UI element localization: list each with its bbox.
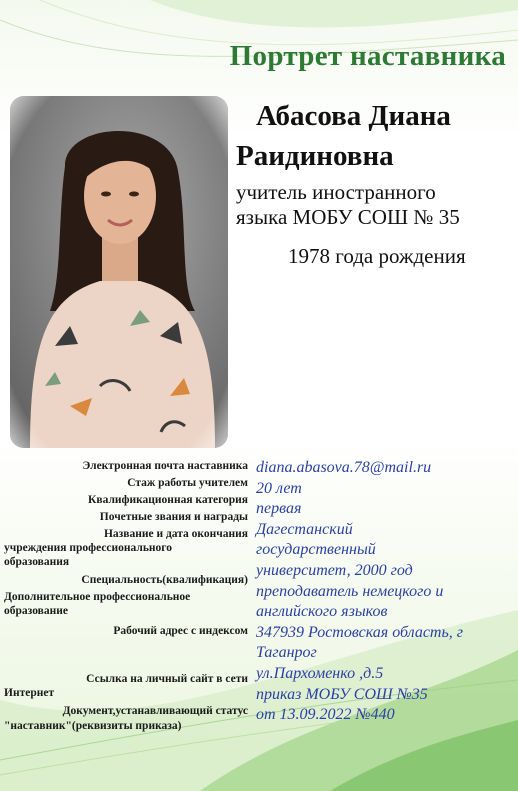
label-specialty: Специальность(квалификация) [81,574,248,586]
mentor-name [236,96,516,176]
position-line-2: языка МОБУ СОШ № 35 [236,205,460,229]
label-website-line-1: Ссылка на личный сайт в сети [86,673,248,685]
value-address-line-1: 347939 Ростовская область, г [256,623,463,641]
label-category: Квалификационная категория [88,494,248,506]
value-education-line-1: Дагестанский [256,520,353,538]
label-address: Рабочий адрес с индексом [113,625,248,637]
value-email[interactable]: diana.abasova.78@mail.ru [256,459,432,476]
label-education-line-1: Название и дата окончания [103,528,248,540]
position-line-1: учитель иностранного [236,180,436,204]
value-address-line-3: ул.Пархоменко ,д.5 [256,664,384,682]
page-title: Портрет наставника [229,40,506,72]
label-status-document-line-2: "наставник"(реквизиты приказа) [4,720,182,732]
mentor-patronymic: Раидиновна [236,140,394,172]
label-website-line-2: Интернет [4,687,55,699]
value-category: первая [256,500,302,518]
label-experience: Стаж работы учителем [127,477,248,489]
label-additional-education-line-2: образование [4,605,68,617]
birth-year: 1978 года рождения [288,244,466,268]
value-order-line-1: приказ МОБУ СОШ №35 [256,685,428,703]
label-education-line-2: учреждения профессионального [4,542,172,554]
value-address-line-2: Таганрог [256,644,317,662]
value-specialty-line-1: преподаватель немецкого и [256,582,444,600]
label-education-line-3: образования [4,556,70,568]
value-order-line-2: от 13.09.2022 №440 [256,706,395,724]
label-email: Электронная почта наставника [82,460,248,472]
label-status-document-line-1: Документ,устанавливающий статус [62,705,248,717]
value-specialty-line-2: английского языков [256,603,388,621]
label-additional-education-line-1: Дополнительное профессиональное [4,591,191,603]
mentor-position [236,180,516,230]
mentor-surname-firstname: Абасова Диана [256,100,451,132]
value-education-line-3: университет, 2000 год [256,561,413,579]
info-values [256,458,514,726]
value-experience: 20 лет [256,479,302,497]
mentor-photo [10,96,228,448]
label-honors: Почетные звания и награды [99,511,248,523]
value-education-line-2: государственный [256,541,376,559]
